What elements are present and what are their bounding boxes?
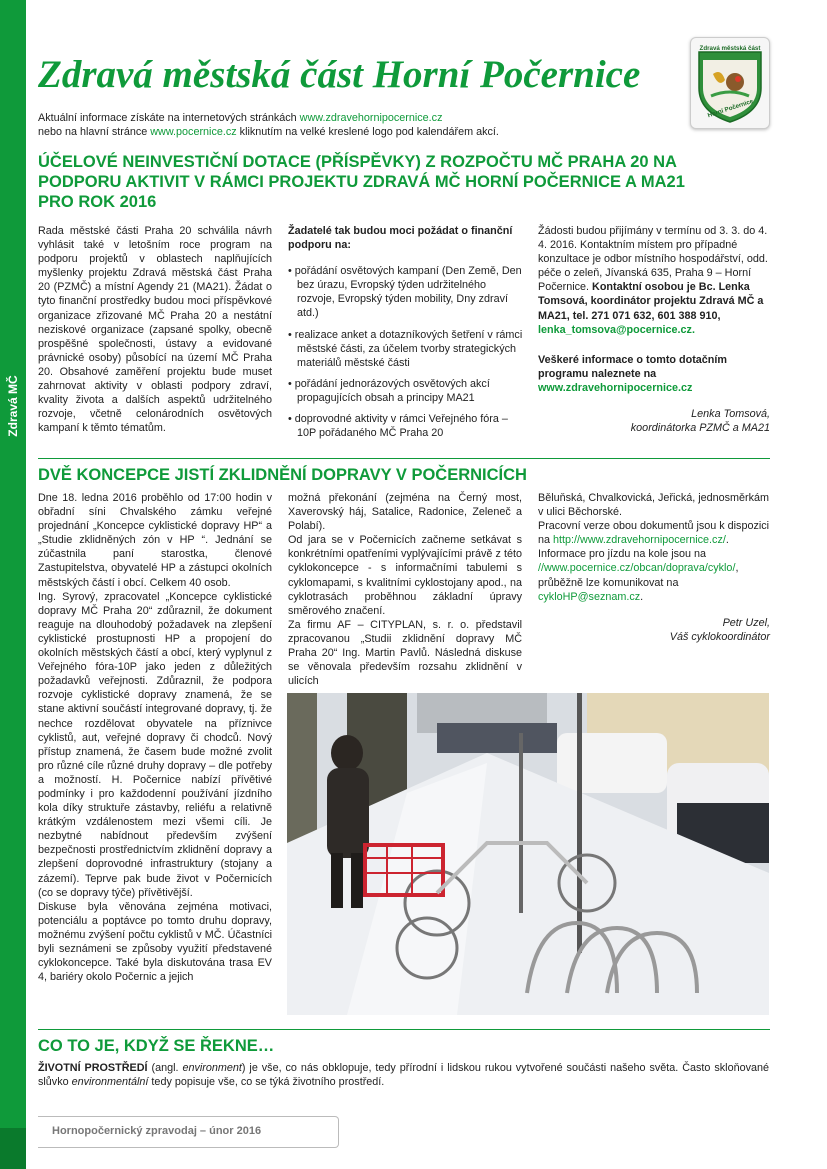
intro-line1: Aktuální informace získáte na internetových stránkách xyxy=(38,112,300,124)
info-text: Veškeré informace o tomto dotačním programu naleznete na xyxy=(538,353,727,380)
cyclo-email-link[interactable]: cykloHP@seznam.cz xyxy=(538,590,641,603)
cyclo-info-link[interactable]: //www.pocernice.cz/obcan/doprava/cyklo/ xyxy=(538,562,736,575)
side-label: Zdravá MČ xyxy=(6,375,20,437)
side-strip xyxy=(0,0,26,1169)
article3-term: ŽIVOTNÍ PROSTŘEDÍ xyxy=(38,1062,148,1074)
article3-text-word: environmentální xyxy=(71,1076,149,1089)
article2-col1-p2: Ing. Syrový, zpracovatel „Koncepce cyklistické dopravy MČ Praha 20“ zdůraznil, že dokument reaguje na dlouhodobý požadavek na zlepšení cyklistické prostupnosti HP a propojení do okolních městských částí a obcí, který vyplynul z Veřejného fóra-10P jako jeden z důležitých požadavků veřejnosti. Zdůraznil, že podpora rozvoje cyklistické dopravy znamená, že se stane aktivní součástí integrované dopravy, tj. že nechce rozdělovat obyvatele na příznivce cyklistů, aut, veřejné dopravy či chodců. Nový přístup znamená, že časem bude možné zvolit pro různé cíle různé druhy dopravy – dle potřeby a možností. H. Počernice nabízí přívětivé podmínky i pro každodenní používání jízdního kola díky struktuře zástavby, reliéfu a relativně krátkým vzdálenostem mezi všemi cíli. Je nezbytné nabídnout především zvýšení bezpečnosti prostřednictvím zklidnění dopravy a zlepšení doprovodné infrastruktury (stojany a zázemí). Teprve pak bude život v Počernicích (co se dopravy týče) přívětivější. xyxy=(38,590,272,899)
article2-col1-p1: Dne 18. ledna 2016 proběhlo od 17:00 hodin v obřadní síni Chvalského zámku veřejné projednání „Koncepce cyklistické dopravy HP“ a „Studie zklidněných zón v HP “. Jednání se zúčastnila paní starostka, členové Zastupitelstva, obyvatelé HP a zástupci okolních městských částí i obcí. Celkem 40 osob. xyxy=(38,492,272,589)
intro-link-pocernice[interactable]: www.pocernice.cz xyxy=(150,126,237,138)
page-footer xyxy=(38,1116,339,1148)
article2-col2 xyxy=(288,491,522,688)
signature-role: koordinátorka PZMČ a MA21 xyxy=(630,422,770,435)
list-item: • pořádání osvětových kampaní (Den Země, Den bez úrazu, Evropský týden udržitelného rozvoje, Evropský týden mobility, Dny zdraví atd.) xyxy=(288,265,522,320)
article2-col3-p2-mid2: , průběžně lze komunikovat na xyxy=(538,562,739,589)
article2-col2-p1: možná překonání (zejména na Černý most, Xaverovský háj, Satalice, Radonice, Zeleneč a Polabí). xyxy=(288,492,522,533)
article1-heading-line2: PODPORU AKTIVIT V RÁMCI PROJEKTU ZDRAVÁ MČ HORNÍ POČERNICE A MA21 xyxy=(38,173,685,191)
article1-col1-text: Rada městské části Praha 20 schválila návrh vyhlásit také v letošním roce program na podporu projektů v oblastech naplňujících myšlenky projektu Zdravá městská část Praha 20 (PZMČ) a místní Agendy 21 (MA21). Žádat o tyto finanční prostředky budou moci příspěvkové organizace zřizované MČ Praha 20 a nestátní neziskové organizace (zapsané spolky, obecně prospěšné společnosti, ústavy a evidované právnické osoby) působící na území MČ Praha 20. Obsahové zaměření projektu bude muset zahrnovat aktivity v oblasti podpory zdraví, kvality života a dalších aspektů udržitelného rozvoje, včetně celonárodních osvětových kampaní k těmto tématům. xyxy=(38,225,272,435)
article1-col2 xyxy=(288,224,524,447)
article3-heading: CO TO JE, KDYŽ SE ŘEKNE… xyxy=(38,1037,275,1055)
article2-heading: DVĚ KONCEPCE JISTÍ ZKLIDNĚNÍ DOPRAVY V POČERNICÍCH xyxy=(38,466,527,484)
side-strip-bottom xyxy=(0,1128,26,1169)
intro-link-zdrave[interactable]: www.zdravehornipocernice.cz xyxy=(299,112,443,124)
article2-col3-p2-end: . xyxy=(640,590,644,603)
article3-text-b: ) je vše, co nás obklopuje, tedy přírodní i lidskou rukou vytvořené součásti našeho světa. Často skloňované slůvko xyxy=(38,1062,770,1089)
healthy-city-logo[interactable] xyxy=(690,37,770,129)
article1-heading-line3: PRO ROK 2016 xyxy=(38,193,157,211)
signature-name: Petr Uzel, xyxy=(722,616,770,629)
article2-col1 xyxy=(38,491,272,984)
section-divider xyxy=(38,1029,770,1030)
article1-col3-text: Žádosti budou přijímány v termínu od 3. 3. do 4. 4. 2016. Kontaktním místem pro případné konzultace je odbor místního hospodářství, odd. péče o zeleň, Jívanská 635, Praha 9 – Horní Počernice. xyxy=(538,225,768,294)
shield-logo-icon xyxy=(691,38,769,128)
grant-purpose-list xyxy=(288,264,524,440)
list-item: • pořádání jednorázových osvětových akcí propagujících obsah a principy MA21 xyxy=(288,377,490,404)
section-divider xyxy=(38,458,770,459)
info-link[interactable]: www.zdravehornipocernice.cz xyxy=(538,381,693,394)
article2-col2-p2: Od jara se v Počernicích začneme setkávat s konkrétními opatřeními vyplývajícími právě z této cyklokoncepce - s informačními tabulemi s cyklomapami, s kvalitními cyklostojany apod., na cyklotrasách proběhnou základní úpravy směrového značení. xyxy=(288,534,522,617)
article3-text-c: tedy popisuje vše, co se týká životního prostředí. xyxy=(148,1076,385,1089)
intro-line2-end: kliknutím na velké kreslené logo pod kalendářem akcí. xyxy=(236,126,499,138)
article3-text xyxy=(38,1061,769,1089)
intro-line2: nebo na hlavní stránce xyxy=(38,126,151,138)
intro-text xyxy=(38,111,499,139)
signature-name: Lenka Tomsová, xyxy=(691,408,770,421)
signature-role: Váš cyklokoordinátor xyxy=(669,630,770,643)
list-item: • doprovodné aktivity v rámci Veřejného fóra – 10P pořádaného MČ Praha 20 xyxy=(288,413,508,440)
article2-col3-p2: Pracovní verze obou dokumentů jsou k dispozici na xyxy=(538,520,770,547)
page-title: Zdravá městská část Horní Počernice xyxy=(38,53,641,96)
footer-text: Hornopočernický zpravodaj – únor 2016 xyxy=(52,1125,262,1137)
article1-col1 xyxy=(38,224,272,435)
article1-heading xyxy=(38,152,685,212)
logo-top-text: Zdravá městská část xyxy=(699,45,761,52)
logo-bottom-text: Horní Počernice xyxy=(706,97,755,120)
documents-link[interactable]: http://www.zdravehornipocernice.cz/ xyxy=(553,534,726,547)
contact-email-link[interactable]: lenka_tomsova@pocernice.cz. xyxy=(538,323,695,336)
article2-col3 xyxy=(538,491,770,644)
article2-col3-p2-mid: . Informace pro jízdu na kole jsou na xyxy=(538,534,729,561)
article2-col1-p3: Diskuse byla věnována zejména motivaci, potenciálu a poptávce po tomto druhu dopravy, možnému zvýšení počtu cyklistů v MČ. Účastníci byli seznámeni se způsoby využití představené cyklokoncepce. Také byla diskutována trasa EV 4, bariéry okolo Počernic a jejich xyxy=(38,900,272,984)
list-item: • realizace anket a dotazníkových šetření v rámci městské části, za účelem tvorby strategických materiálů městské části xyxy=(288,328,523,369)
contact-person: Kontaktní osobou je Bc. Lenka Tomsová, koordinátor projektu Zdravá MČ a MA21, tel. 271 071 632, 601 388 910, xyxy=(538,281,764,322)
snowy-bike-rack-photo xyxy=(287,693,769,1015)
snow-street-image xyxy=(287,693,769,1015)
article1-heading-line1: ÚČELOVÉ NEINVESTIČNÍ DOTACE (PŘÍSPĚVKY) Z ROZPOČTU MČ PRAHA 20 NA xyxy=(38,153,677,171)
article2-col2-p3: Za firmu AF – CITYPLAN, s. r. o. představil zpracovanou „Studii zklidnění dopravy MČ Praha 20“ Ing. Martin Pavlů. Následná diskuse se věnovala především rozsahu zklidnění v ulicích xyxy=(288,618,522,688)
article3-text-en: environment xyxy=(182,1062,242,1074)
article1-col2-intro: Žadatelé tak budou moci požádat o finanční podporu na: xyxy=(288,225,513,252)
article2-col3-p1: Běluňská, Chvalkovická, Jeřická, jednosměrkám v ulici Běchorské. xyxy=(538,492,770,519)
article1-col3 xyxy=(538,224,770,435)
article3-text-a: (angl. xyxy=(147,1062,183,1074)
